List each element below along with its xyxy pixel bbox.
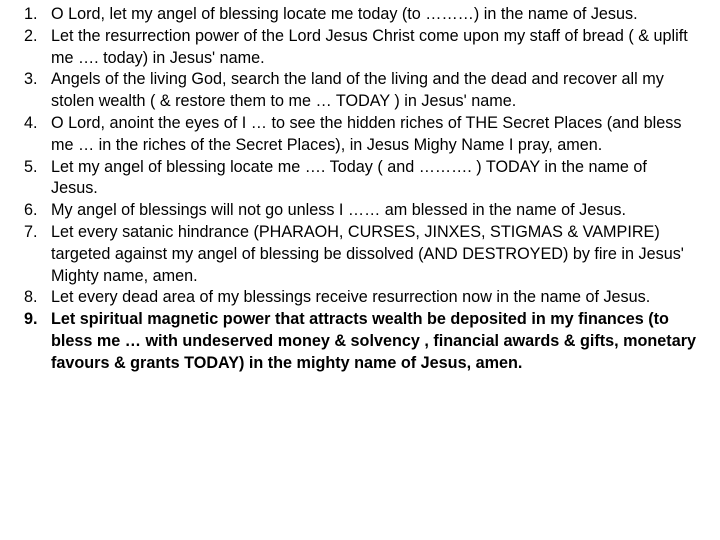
list-item — [24, 287, 696, 309]
list-item — [24, 200, 696, 222]
item-text: Let the resurrection power of the Lord Jesus Christ come upon my staff of bread ( & uplift me …. today) in Jesus' name. — [51, 26, 688, 67]
list-item — [24, 26, 696, 70]
list-item — [24, 157, 696, 201]
item-text: Let spiritual magnetic power that attracts wealth be deposited in my finances (to bless me … with undeserved money & solvency , financial awards & gifts, monetary favours & grants TODAY) in the mighty name of Jesus, amen. — [51, 310, 697, 372]
item-text: O Lord, anoint the eyes of I … to see the hidden riches of THE Secret Places (and bless me … in the riches of the Secret Places), in Jesus Mighy Name I pray, amen. — [51, 113, 682, 154]
item-text: Let every satanic hindrance (PHARAOH, CURSES, JINXES, STIGMAS & VAMPIRE) targeted against my angel of blessing be dissolved (AND DESTROYED) by fire in Jesus' Mighty name, amen. — [51, 222, 684, 285]
list-item — [24, 4, 696, 26]
list-item — [24, 222, 696, 287]
item-number: 1. — [24, 5, 38, 23]
item-number: 8. — [24, 288, 38, 307]
list-item — [24, 113, 696, 157]
item-number: 9. — [24, 310, 38, 329]
item-text: Let every dead area of my blessings receive resurrection now in the name of Jesus. — [51, 288, 651, 307]
item-number: 4. — [24, 113, 38, 132]
list-item — [24, 69, 696, 113]
list-item — [24, 309, 696, 374]
item-text: Let my angel of blessing locate me …. Today ( and ………. ) TODAY in the name of Jesus. — [51, 157, 647, 198]
item-number: 3. — [24, 70, 38, 89]
item-number: 5. — [24, 157, 38, 176]
item-number: 2. — [24, 26, 38, 45]
item-text: My angel of blessings will not go unless I …… am blessed in the name of Jesus. — [51, 201, 626, 220]
item-number: 6. — [24, 201, 38, 220]
item-text: Angels of the living God, search the land of the living and the dead and recover all my stolen wealth ( & restore them to me … TODAY ) in Jesus' name. — [51, 70, 664, 111]
item-text: O Lord, let my angel of blessing locate me today (to ………) in the name of Jesus. — [51, 5, 638, 23]
prayer-list — [24, 4, 696, 375]
item-number: 7. — [24, 222, 38, 241]
